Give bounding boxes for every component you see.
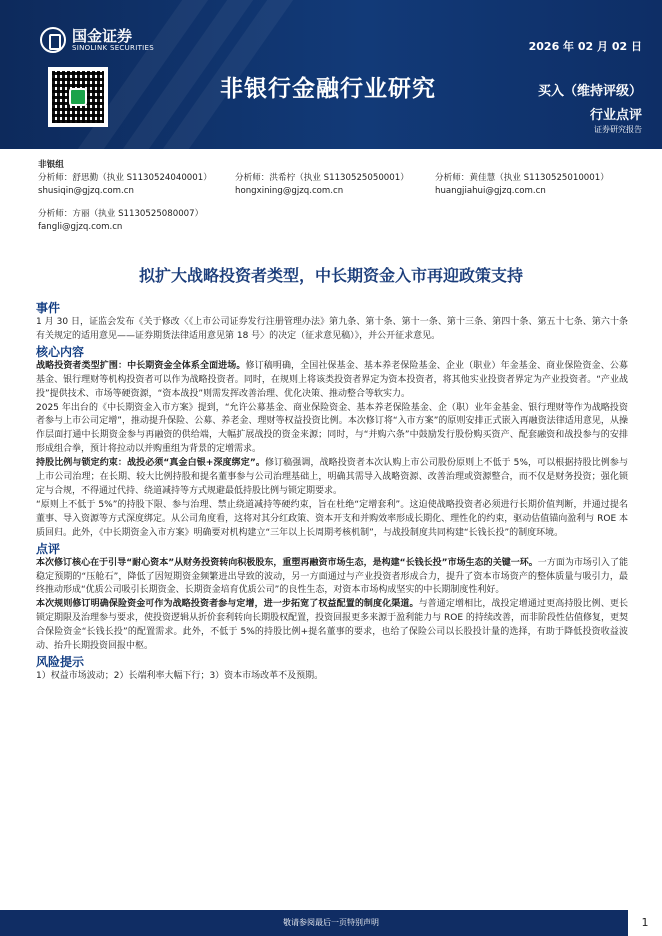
report-title: 拟扩大战略投资者类型，中长期资金入市再迎政策支持	[138, 266, 523, 285]
report-body	[36, 300, 628, 684]
analyst-name: 分析师：黄佳慧（执业 S1130525010001）	[435, 173, 609, 183]
core-paragraph-3: 持股比例与锁定约束：战投必须“真金白银+深度绑定”。修订稿强调，战略投资者本次认购上市公司股份原则上不低于 5%，可以根据持股比例参与上市公司治理；在长期、较大比例持股和提名董事参与公司治理基础上，明确其需导入战略资源、改善治理或资源整合，而不仅是财务投资；强化锁定与合规，不得通过代持、绕道减持等方式规避最低持股比例与锁定期要求。	[36, 458, 628, 496]
risk-paragraph: 1）权益市场波动；2）长端利率大幅下行；3）资本市场改革不及预期。	[36, 670, 324, 681]
analyst-email[interactable]: fangli@gjzq.com.cn	[38, 222, 123, 232]
qr-code-icon	[48, 67, 108, 127]
section-heading-core: 核心内容	[36, 344, 85, 359]
rating-label: 买入（维持评级）	[537, 84, 642, 99]
wechat-badge-icon	[69, 88, 87, 106]
event-paragraph: 1 月 30 日，证监会发布《关于修改〈《上市公司证券发行注册管理办法》第九条、第十条、第十一条、第十三条、第四十条、第五十七条、第六十条有关规定的适用意见——证券期货法律适用意见第 18 号〉的决定（征求意见稿）》，并公开征求意见。	[36, 317, 628, 341]
report-header	[0, 0, 662, 149]
report-subtype: 证券研究报告	[594, 125, 642, 134]
view-paragraph-1-lead: 本次修订核心在于引导“耐心资本”从财务投资转向积极股东，重塑再融资市场生态，是构建“长钱长投”市场生态的关键一环。	[36, 557, 538, 568]
logo-name-en: SINOLINK SECURITIES	[72, 43, 154, 52]
core-paragraph-2: 2025 年出台的《中长期资金入市方案》提到，“允许公募基金、商业保险资金、基本养老保险基金、企（职）业年金基金、银行理财等作为战略投资者参与上市公司定增”，推动提升保险、公募、养老金、理财等权益投资比例。本次修订将“入市方案”的原则安排正式嵌入再融资法律适用意见，从操作层面打通中长期资金参与再融资的供给端，大幅扩展战投的资金来源；同时，与“并购六条”中鼓励发行股份购买资产、配套融资和战投参与的安排形成组合拳，预计将拉动以并购重组为背景的定增需求。	[36, 402, 628, 455]
view-paragraph-1: 本次修订核心在于引导“耐心资本”从财务投资转向积极股东，重塑再融资市场生态，是构建“长钱长投”市场生态的关键一环。一方面为市场引入了能稳定预期的“压舱石”，降低了因短期资金频繁进出导致的波动，另一方面通过与产业投资者形成合力，提升了资本市场资产的整体质量与吸引力，最终推动形成“优质公司吸引长期资金、长期资金培育优质公司”的良性生态，对资本市场构成坚实的中长期制度性利好。	[36, 557, 628, 596]
analyst-name: 分析师：方丽（执业 S1130525080007）	[38, 209, 204, 219]
analyst-group: 非银组	[38, 160, 64, 170]
section-heading-view: 点评	[36, 541, 61, 556]
section-heading-event: 事件	[36, 301, 61, 315]
analyst-name: 分析师：洪希柠（执业 S1130525050001）	[235, 173, 409, 183]
analyst-block	[38, 159, 638, 236]
core-paragraph-3-lead: 持股比例与锁定约束：战投必须“真金白银+深度绑定”。	[36, 458, 265, 469]
report-date: 2026 年 02 月 02 日	[528, 40, 642, 53]
logo-name-cn: 国金证券	[72, 26, 133, 45]
page-footer	[0, 910, 662, 936]
page-number: 1	[628, 910, 662, 936]
core-paragraph-1-lead: 战略投资者类型扩围：中长期资金全体系全面进场。	[36, 360, 246, 371]
core-paragraph-1: 战略投资者类型扩围：中长期资金全体系全面进场。修订稿明确，全国社保基金、基本养老保险基金、企业（职业）年金基金、商业保险资金、公募基金、银行理财等机构投资者可以作为战略投资者。同时，在规则上将该类投资者界定为资本投资者，将其他实业投资者界定为产业投资者。“产业战投”提供技术、市场等硬资源，“资本战投”则需发挥改善治理、优化决策、推动整合等软实力。	[36, 360, 628, 399]
analyst-email[interactable]: hongxining@gjzq.com.cn	[235, 186, 344, 196]
analyst-email[interactable]: huangjiahui@gjzq.com.cn	[435, 186, 546, 196]
report-type: 行业点评	[589, 108, 642, 123]
core-paragraph-4: “原则上不低于 5%”的持股下限、参与治理、禁止绕道减持等硬约束，旨在杜绝“定增套利”。这迫使战略投资者必须进行长期价值判断，并通过提名董事、导入资源等方式深度绑定。从公司角度看，这将对其分红政策、资本开支和并购效率形成长期化、理性化的约束，驱动估值锚向盈利与 ROE 本质回归。此外，《中长期资金入市方案》明确要对机构建立“三年以上长周期考核机制”，与战投制度共同构建“长钱长投”的制度环境。	[36, 499, 628, 538]
analyst-name: 分析师：舒思勤（执业 S1130524040001）	[38, 173, 212, 183]
disclaimer-note: 敬请参阅最后一页特别声明	[283, 918, 379, 927]
company-logo	[40, 27, 154, 53]
analyst-email[interactable]: shusiqin@gjzq.com.cn	[38, 186, 134, 196]
report-category-title: 非银行金融行业研究	[220, 76, 436, 102]
view-paragraph-2-lead: 本次规则修订明确保险资金可作为战略投资者参与定增，进一步拓宽了权益配置的制度化渠道。	[36, 599, 419, 610]
logo-mark-icon	[40, 27, 66, 53]
section-heading-risk: 风险提示	[36, 654, 85, 669]
view-paragraph-2: 本次规则修订明确保险资金可作为战略投资者参与定增，进一步拓宽了权益配置的制度化渠道。与普通定增相比，战投定增通过更高持股比例、更长锁定期限及治理参与要求，使投资逻辑从折价套利转向长期股权配置，投资回报更多来源于盈利能力与 ROE 的持续改善，而非阶段性估值修复，更契合保险资金“长钱长投”的配置需求。此外，不低于 5%的持股比例+提名董事的要求，也给了保险公司以长股投计量的选择，有助于降低投资收益波动、抬升长期投资回报中枢。	[36, 599, 628, 652]
